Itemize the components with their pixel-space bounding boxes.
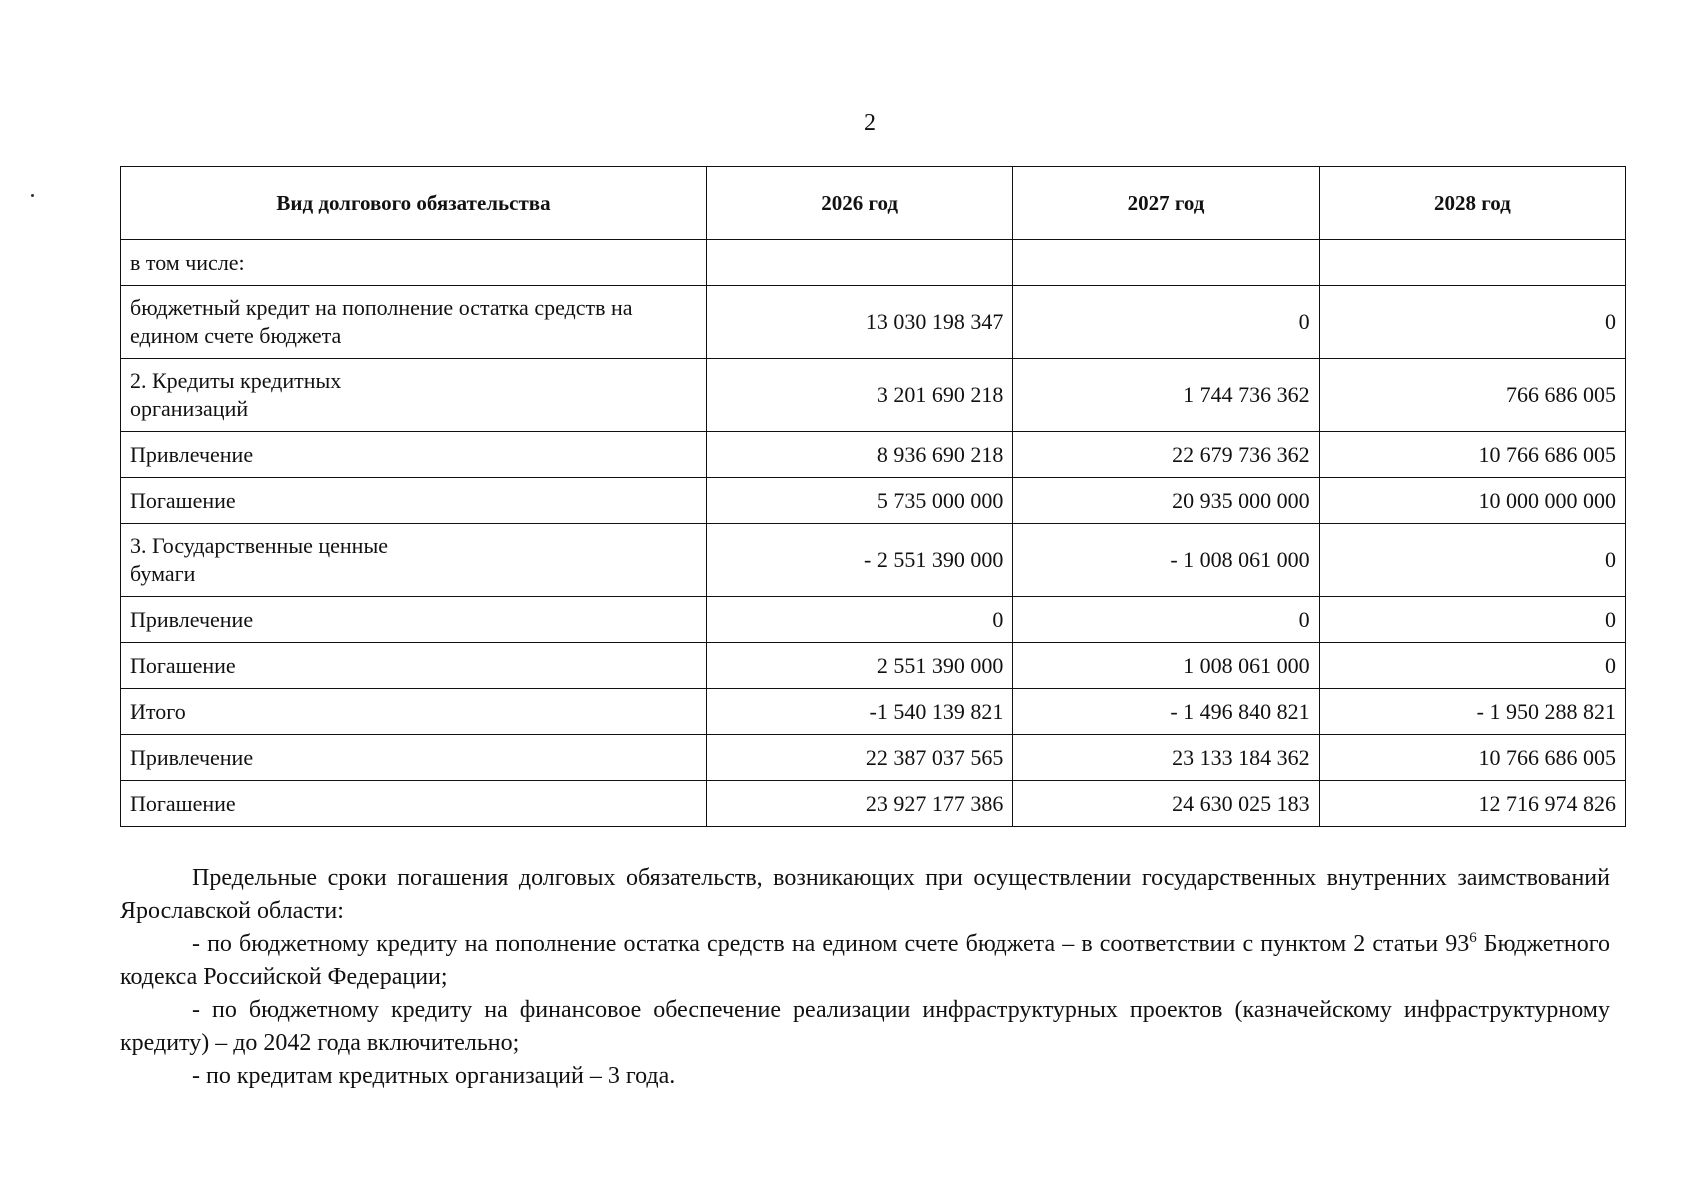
table-row — [121, 286, 1626, 359]
value-2026 — [707, 240, 1013, 286]
scan-speck — [31, 194, 34, 197]
table-row — [121, 478, 1626, 524]
value-2027: - 1 496 840 821 — [1013, 689, 1319, 735]
repayment-terms-note — [120, 862, 1610, 1093]
row-label: Погашение — [121, 478, 707, 524]
value-2028: 10 000 000 000 — [1319, 478, 1625, 524]
value-2026: 13 030 198 347 — [707, 286, 1013, 359]
row-label: 2. Кредиты кредитных организаций — [121, 359, 707, 432]
table-row — [121, 524, 1626, 597]
note-item-infrastructure-credit: - по бюджетному кредиту на финансовое обеспечение реализации инфраструктурных проектов (казначейскому инфраструктурному кредиту) – до 2042 года включительно; — [120, 997, 1610, 1056]
note-item-budget-credit — [120, 928, 1610, 994]
value-2026: -1 540 139 821 — [707, 689, 1013, 735]
value-2026: 3 201 690 218 — [707, 359, 1013, 432]
note-intro: Предельные сроки погашения долговых обязательств, возникающих при осуществлении государственных внутренних заимствований Ярославской области: — [120, 865, 1610, 924]
note-item1-text: - по бюджетному кредиту на пополнение остатка средств на едином счете бюджета – в соответствии с пунктом 2 статьи 93 — [192, 931, 1470, 957]
value-2027: 22 679 736 362 — [1013, 432, 1319, 478]
value-2026: 8 936 690 218 — [707, 432, 1013, 478]
value-2026: 2 551 390 000 — [707, 643, 1013, 689]
row-label: 3. Государственные ценные бумаги — [121, 524, 707, 597]
value-2028: 0 — [1319, 286, 1625, 359]
row-label: Привлечение — [121, 735, 707, 781]
note-item-bank-credits: - по кредитам кредитных организаций – 3 года. — [192, 1063, 676, 1089]
page-number: 2 — [864, 110, 876, 136]
table-row — [121, 597, 1626, 643]
value-2026: 22 387 037 565 — [707, 735, 1013, 781]
row-label: Привлечение — [121, 597, 707, 643]
note-item1-text-end: Бюджетного кодекса Российской Федерации; — [120, 931, 1611, 990]
table-row — [121, 359, 1626, 432]
value-2027: 1 744 736 362 — [1013, 359, 1319, 432]
table-row — [121, 781, 1626, 827]
value-2027: 0 — [1013, 286, 1319, 359]
row-label: Погашение — [121, 643, 707, 689]
row-label: Привлечение — [121, 432, 707, 478]
table-row — [121, 735, 1626, 781]
value-2028: 766 686 005 — [1319, 359, 1625, 432]
value-2027 — [1013, 240, 1319, 286]
value-2026: - 2 551 390 000 — [707, 524, 1013, 597]
value-2027: 24 630 025 183 — [1013, 781, 1319, 827]
article-superscript: 6 — [1469, 930, 1477, 946]
value-2028: 10 766 686 005 — [1319, 432, 1625, 478]
value-2027: 23 133 184 362 — [1013, 735, 1319, 781]
value-2028: 10 766 686 005 — [1319, 735, 1625, 781]
row-label: бюджетный кредит на пополнение остатка средств на едином счете бюджета — [121, 286, 707, 359]
value-2028: 0 — [1319, 643, 1625, 689]
row-label: в том числе: — [121, 240, 707, 286]
row-label: Погашение — [121, 781, 707, 827]
value-2026: 5 735 000 000 — [707, 478, 1013, 524]
value-2026: 23 927 177 386 — [707, 781, 1013, 827]
table-header-row — [121, 167, 1626, 240]
header-2026: 2026 год — [707, 167, 1013, 240]
value-2027: 0 — [1013, 597, 1319, 643]
header-2027: 2027 год — [1013, 167, 1319, 240]
table-row — [121, 240, 1626, 286]
value-2026: 0 — [707, 597, 1013, 643]
value-2027: 1 008 061 000 — [1013, 643, 1319, 689]
row-label: Итого — [121, 689, 707, 735]
debt-obligations-table — [120, 166, 1626, 827]
value-2028: 12 716 974 826 — [1319, 781, 1625, 827]
table-row — [121, 689, 1626, 735]
table-row — [121, 643, 1626, 689]
header-debt-type: Вид долгового обязательства — [121, 167, 707, 240]
value-2028: 0 — [1319, 597, 1625, 643]
header-2028: 2028 год — [1319, 167, 1625, 240]
value-2028 — [1319, 240, 1625, 286]
value-2027: 20 935 000 000 — [1013, 478, 1319, 524]
value-2028: - 1 950 288 821 — [1319, 689, 1625, 735]
value-2028: 0 — [1319, 524, 1625, 597]
table-row — [121, 432, 1626, 478]
value-2027: - 1 008 061 000 — [1013, 524, 1319, 597]
